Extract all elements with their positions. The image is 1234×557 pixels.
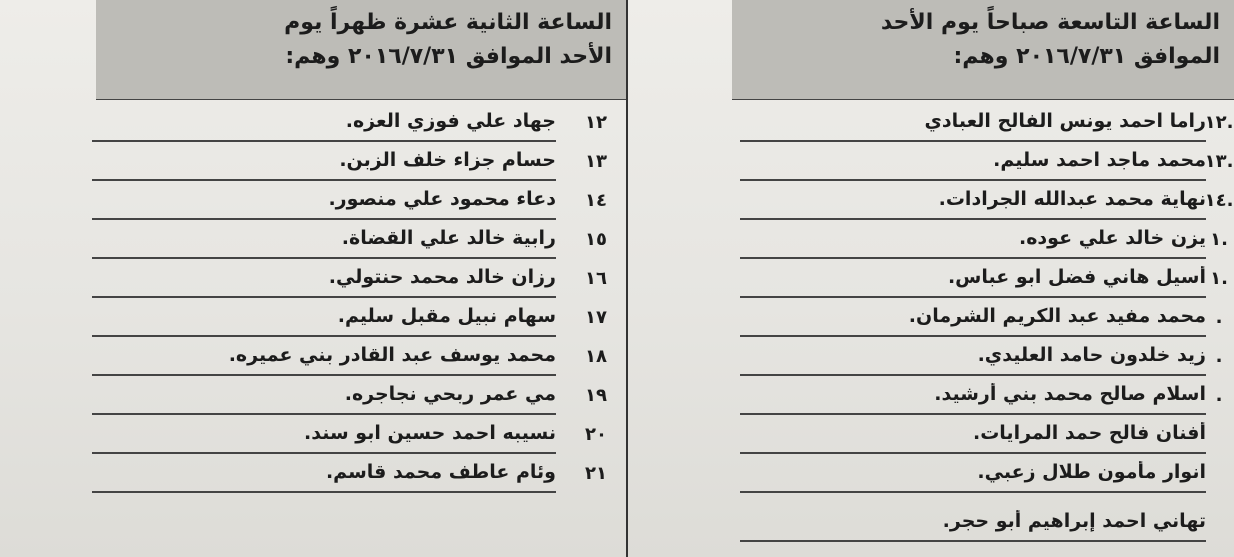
item-number: ١. <box>1210 229 1228 250</box>
underline <box>740 452 1206 454</box>
item-name: محمد ماجد احمد سليم. <box>993 149 1206 171</box>
item-name: تهاني احمد إبراهيم أبو حجر. <box>942 510 1206 532</box>
list-item <box>740 506 1234 550</box>
underline <box>740 179 1206 181</box>
underline <box>92 491 556 493</box>
underline <box>740 140 1206 142</box>
list-item <box>92 340 616 384</box>
item-number: ١٤. <box>1204 190 1234 211</box>
item-number: ١٩ <box>585 385 607 406</box>
underline <box>92 218 556 220</box>
item-name: زيد خلدون حامد العليدي. <box>977 344 1206 366</box>
list-item <box>92 145 616 189</box>
list-item <box>740 301 1234 345</box>
right-column-header <box>732 0 1234 100</box>
item-name: وئام عاطف محمد قاسم. <box>325 461 556 483</box>
underline <box>92 257 556 259</box>
item-number: ١٦ <box>585 268 607 289</box>
item-number: ١٥ <box>585 229 607 250</box>
underline <box>92 335 556 337</box>
underline <box>740 374 1206 376</box>
list-item <box>92 379 616 423</box>
item-name: رابية خالد علي القضاة. <box>341 227 556 249</box>
item-name: رزان خالد محمد حنتولي. <box>328 266 556 288</box>
list-item <box>92 301 616 345</box>
item-name: انوار مأمون طلال زعبي. <box>977 461 1206 483</box>
underline <box>740 335 1206 337</box>
list-item <box>92 262 616 306</box>
item-name: راما احمد يونس الفالح العبادي <box>924 110 1206 132</box>
item-number: ١٣ <box>585 151 607 172</box>
underline <box>740 491 1206 493</box>
list-item <box>740 145 1234 189</box>
item-name: حسام جزاء خلف الزبن. <box>339 149 556 171</box>
item-name: جهاد علي فوزي العزه. <box>345 110 556 132</box>
item-name: محمد مفيد عبد الكريم الشرمان. <box>908 305 1206 327</box>
list-item <box>740 418 1234 462</box>
item-number: . <box>1215 385 1223 406</box>
list-item <box>740 106 1234 150</box>
list-item <box>740 223 1234 267</box>
item-name: يزن خالد علي عوده. <box>1019 227 1206 249</box>
underline <box>92 140 556 142</box>
item-number: ١٣. <box>1204 151 1234 172</box>
underline <box>92 296 556 298</box>
item-name: دعاء محمود علي منصور. <box>328 188 556 210</box>
item-number: ١٧ <box>585 307 607 328</box>
item-number: ١. <box>1210 268 1228 289</box>
column-divider <box>626 0 628 557</box>
item-name: أسيل هاني فضل ابو عباس. <box>947 266 1206 288</box>
list-item <box>740 379 1234 423</box>
list-item <box>92 418 616 462</box>
list-item <box>92 223 616 267</box>
list-item <box>92 106 616 150</box>
item-number: ١٤ <box>585 190 607 211</box>
list-item <box>740 457 1234 501</box>
right-header-line1: الساعة التاسعة صباحاً يوم الأحد <box>880 10 1220 35</box>
left-header-line1: الساعة الثانية عشرة ظهراً يوم <box>284 10 612 35</box>
list-item <box>740 262 1234 306</box>
item-name: مي عمر ربحي نجاجره. <box>344 383 556 405</box>
right-header-line2: الموافق ٢٠١٦/٧/٣١ وهم: <box>953 44 1220 69</box>
left-header-line2: الأحد الموافق ٢٠١٦/٧/٣١ وهم: <box>285 44 612 69</box>
left-column-header <box>96 0 626 100</box>
item-name: أفنان فالح حمد المرايات. <box>972 422 1206 444</box>
item-number: . <box>1215 307 1223 328</box>
underline <box>740 218 1206 220</box>
list-item <box>740 184 1234 228</box>
underline <box>740 413 1206 415</box>
item-number: ١٢ <box>585 112 607 133</box>
item-name: نهاية محمد عبدالله الجرادات. <box>938 188 1206 210</box>
underline <box>92 413 556 415</box>
underline <box>740 540 1206 542</box>
underline <box>92 452 556 454</box>
list-item <box>92 457 616 501</box>
underline <box>92 374 556 376</box>
item-number: ١٨ <box>585 346 607 367</box>
item-number: . <box>1215 346 1223 367</box>
item-name: سهام نبيل مقبل سليم. <box>337 305 556 327</box>
item-number: ١٢. <box>1204 112 1234 133</box>
underline <box>92 179 556 181</box>
item-number: ٢٠ <box>585 424 607 445</box>
item-name: اسلام صالح محمد بني أرشيد. <box>934 383 1206 405</box>
underline <box>740 296 1206 298</box>
list-item <box>92 184 616 228</box>
item-number: ٢١ <box>585 463 607 484</box>
item-name: محمد يوسف عبد القادر بني عميره. <box>228 344 556 366</box>
underline <box>740 257 1206 259</box>
list-item <box>740 340 1234 384</box>
item-name: نسيبه احمد حسين ابو سند. <box>304 422 556 444</box>
